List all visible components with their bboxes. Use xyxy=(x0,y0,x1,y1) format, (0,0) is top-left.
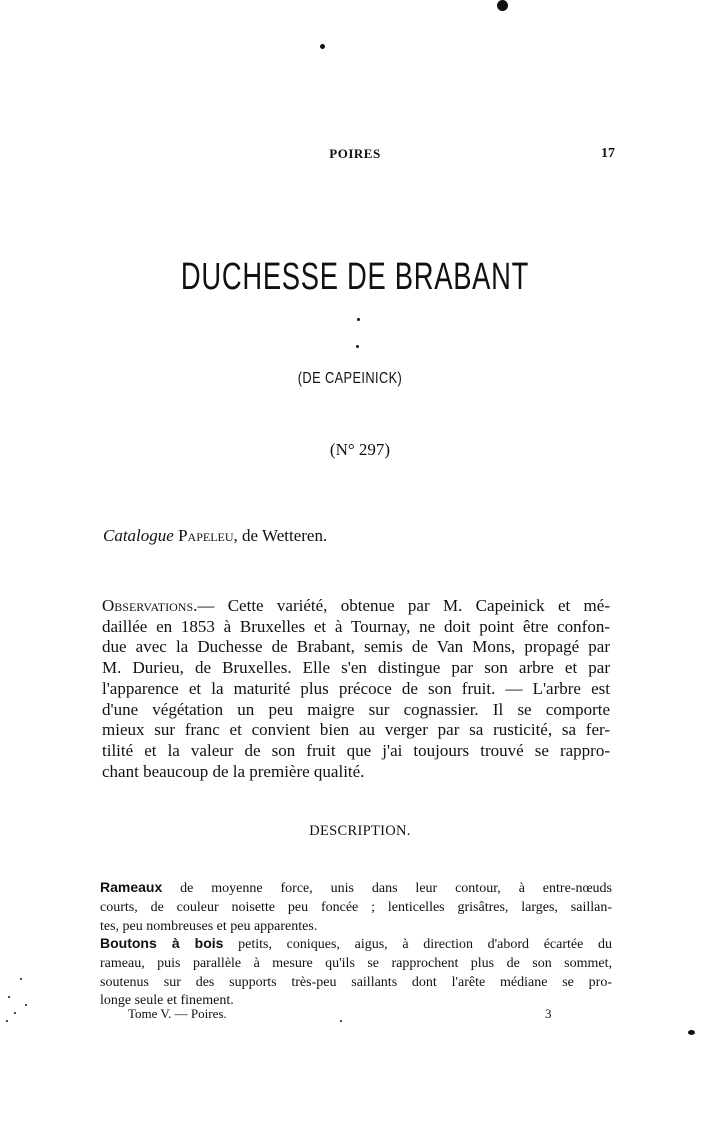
ink-speck xyxy=(688,1030,695,1035)
description-heading: DESCRIPTION. xyxy=(309,823,411,839)
observations-line: Observations.— Cette variété, obtenue par M. Capeinick et mé- xyxy=(102,596,610,615)
ink-speck xyxy=(14,1012,16,1014)
ink-speck xyxy=(25,1004,27,1006)
observations-line: mieux sur franc et convient bien au verger par sa rusticité, sa fer- xyxy=(102,720,610,740)
page-number: 17 xyxy=(601,146,615,161)
description-line: soutenus sur des supports très-peu saillants dont l'arête médiane se pro- xyxy=(100,974,612,990)
observations-line: chant beaucoup de la première qualité. xyxy=(102,761,365,781)
running-title: POIRES xyxy=(329,146,381,161)
description-term: Rameaux xyxy=(100,879,163,895)
footer-volume: Tome V. — Poires. xyxy=(128,1006,227,1021)
observations-line: d'une végétation un peu maigre sur cognassier. Il se comporte xyxy=(102,699,610,719)
synonym-subtitle: (DE CAPEINICK) xyxy=(297,370,403,387)
variety-number: (N° 297) xyxy=(329,440,391,459)
ink-speck xyxy=(357,318,360,321)
description-entry-boutons xyxy=(100,934,612,1011)
ink-speck xyxy=(6,1020,8,1022)
catalogue-name: Papeleu, xyxy=(178,526,238,545)
footer-signature: 3 xyxy=(545,1006,552,1021)
observations-line: due avec la Duchesse de Brabant, semis de Van Mons, propagé par xyxy=(102,637,610,657)
description-term: Boutons à bois xyxy=(100,935,224,951)
catalogue-reference xyxy=(103,526,603,546)
observations-paragraph xyxy=(102,596,610,782)
ink-speck xyxy=(320,44,325,49)
observations-line: daillée en 1853 à Bruxelles et à Tournay, ne doit point être confon- xyxy=(102,616,610,636)
observations-line: tilité et la valeur de son fruit que j'ai toujours trouvé se rappro- xyxy=(102,740,610,760)
page-title: DUCHESSE DE BRABANT xyxy=(180,256,530,298)
observations-lead: Observations. xyxy=(102,596,198,615)
description-line: Boutons à bois petits, coniques, aigus, à direction d'abord écartée du xyxy=(100,935,613,952)
catalogue-prefix: Catalogue xyxy=(103,526,174,545)
description-line: courts, de couleur noisette peu foncée ; lenticelles grisâtres, larges, saillan- xyxy=(100,899,612,915)
ink-speck xyxy=(497,0,508,11)
observations-line: M. Durieu, de Bruxelles. Elle s'en distingue par son arbre et par xyxy=(102,658,610,678)
catalogue-suffix: de Wetteren. xyxy=(242,526,328,545)
description-entry-rameaux xyxy=(100,878,612,936)
description-line: Rameaux de moyenne force, unis dans leur contour, à entre-nœuds xyxy=(100,879,613,896)
observations-line: l'apparence et la maturité plus précoce de son fruit. — L'arbre est xyxy=(102,678,610,698)
description-line: rameau, puis parallèle à mesure qu'ils se rapprochent plus de son sommet, xyxy=(100,955,612,971)
ink-speck xyxy=(356,345,359,348)
description-line: tes, peu nombreuses et peu apparentes. xyxy=(100,918,318,934)
ink-speck xyxy=(340,1020,342,1022)
ink-speck xyxy=(20,978,22,980)
description-line: longe seule et finement. xyxy=(100,993,234,1009)
ink-speck xyxy=(8,996,10,998)
